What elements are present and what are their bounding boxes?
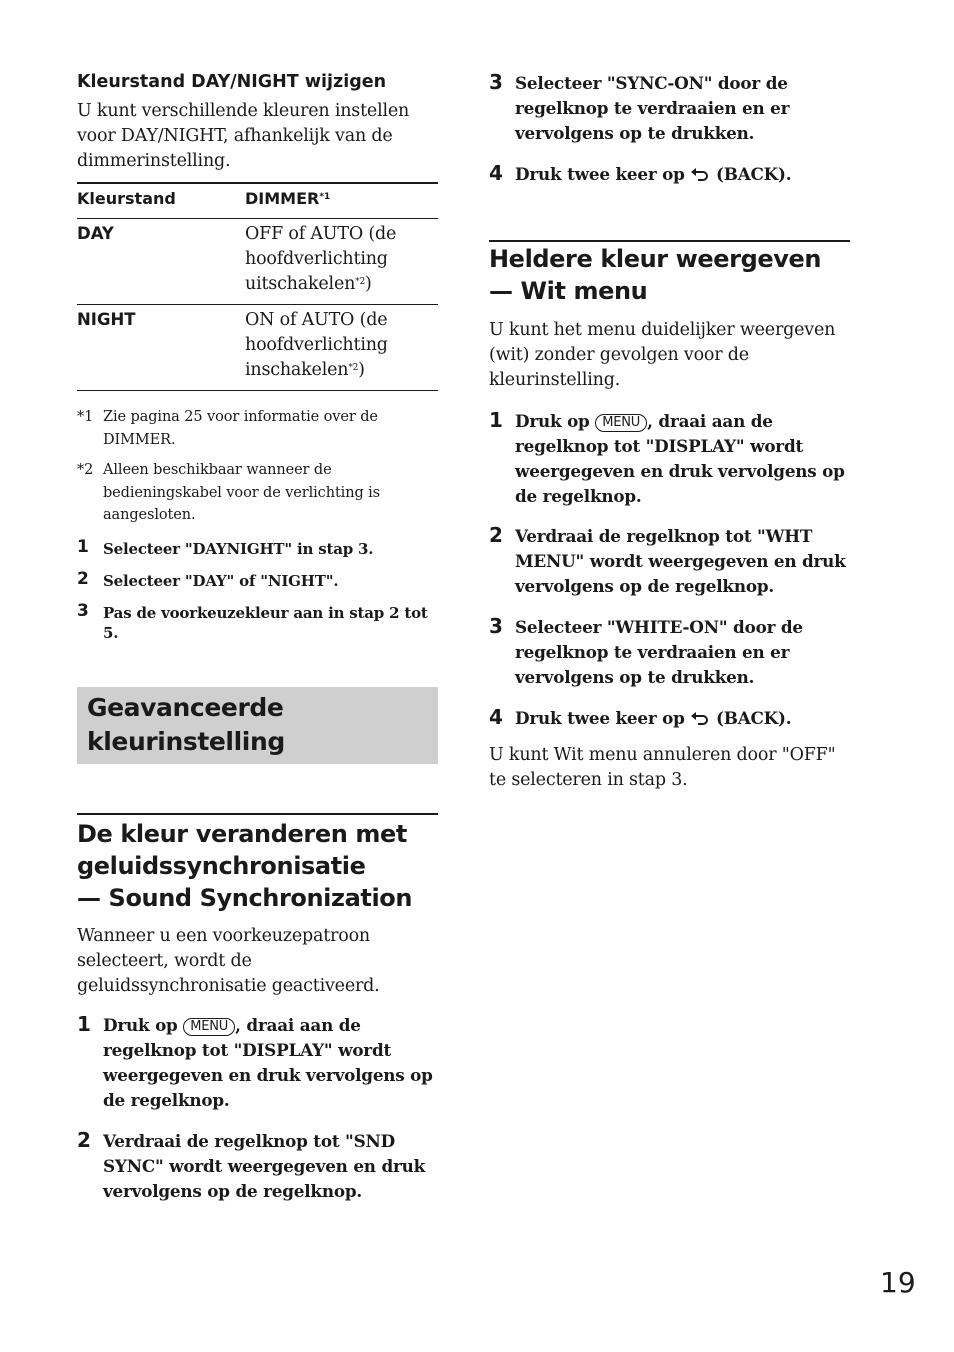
- footnote-mark: *2: [77, 462, 94, 478]
- menu-key: MENU: [183, 1018, 235, 1036]
- step-post: (BACK).: [715, 708, 792, 728]
- step-number: 1: [489, 408, 503, 432]
- table-cell-value: [245, 222, 435, 297]
- step-text: Verdraai de regelknop tot "SND SYNC" wordt weergegeven en druk vervolgens op de regelknop.: [103, 1131, 426, 1201]
- table-cell-mode: DAY: [77, 224, 114, 243]
- heading-line: — Sound Synchronization: [77, 884, 413, 912]
- table-header-mode: Kleurstand: [77, 189, 176, 208]
- table-top-rule: [77, 182, 438, 184]
- table-header-rule: [77, 218, 438, 219]
- step-text: [515, 162, 850, 187]
- heading-line: Heldere kleur weergeven: [489, 245, 822, 273]
- value-text: OFF of AUTO (de hoofdverlichting uitschakelen: [245, 224, 397, 294]
- step-pre: Druk op: [103, 1015, 178, 1035]
- table-cell-mode: NIGHT: [77, 310, 136, 329]
- step-number: 3: [77, 601, 89, 621]
- heading-line: De kleur veranderen met: [77, 820, 407, 848]
- daynight-heading: Kleurstand DAY/NIGHT wijzigen: [77, 72, 387, 92]
- footnote: [77, 406, 438, 451]
- value-note: *2: [348, 363, 359, 373]
- step-number: 2: [77, 569, 89, 589]
- dimmer-header-label: DIMMER: [245, 189, 320, 208]
- section-rule: [489, 240, 850, 242]
- white-menu-intro: U kunt het menu duidelijker weergeven (wit) zonder gevolgen voor de kleurinstelling.: [489, 320, 836, 390]
- step-text: [103, 1013, 438, 1113]
- sound-sync-heading: [77, 818, 438, 914]
- footnote-text: Zie pagina 25 voor informatie over de DIMMER.: [103, 409, 378, 448]
- footnote-text: Alleen beschikbaar wanneer de bedieningskabel voor de verlichting is aangesloten.: [103, 462, 381, 523]
- step-text: Pas de voorkeuzekleur aan in stap 2 tot 5.: [103, 604, 428, 642]
- table-cell-value: [245, 308, 435, 383]
- white-menu-outro: U kunt Wit menu annuleren door "OFF" te selecteren in stap 3.: [489, 745, 836, 790]
- step-pre: Druk twee keer op: [515, 164, 685, 184]
- table-row-rule: [77, 304, 438, 305]
- value-close: ): [365, 274, 372, 294]
- daynight-intro: U kunt verschillende kleuren instellen voor DAY/NIGHT, afhankelijk van de dimmerinstelling.: [77, 101, 410, 171]
- dimmer-header-note: *1: [319, 192, 331, 202]
- value-text: ON of AUTO (de hoofdverlichting inschakelen: [245, 310, 388, 380]
- page-number: 19: [880, 1266, 916, 1299]
- step-post: (BACK).: [715, 164, 792, 184]
- table-bottom-rule: [77, 390, 438, 391]
- step-text: Verdraai de regelknop tot "WHT MENU" wordt weergegeven en druk vervolgens op de regelknop.: [515, 526, 846, 596]
- footnote-mark: *1: [77, 409, 94, 425]
- step-number: 1: [77, 537, 89, 557]
- step-pre: Druk op: [515, 411, 590, 431]
- table-header-dimmer: [245, 189, 330, 208]
- section-rule: [77, 813, 438, 815]
- heading-line: geluidssynchronisatie: [77, 852, 366, 880]
- banner-title: Geavanceerde kleurinstelling: [87, 693, 285, 756]
- step-number: 3: [489, 70, 503, 94]
- step-number: 1: [77, 1012, 91, 1036]
- step-text: [515, 409, 850, 509]
- section-banner: [77, 687, 438, 764]
- step-post: , draai aan de regelknop tot "DISPLAY" wordt weergegeven en druk vervolgens op de regelknop.: [103, 1015, 433, 1110]
- step-post: , draai aan de regelknop tot "DISPLAY" wordt weergegeven en druk vervolgens op de regelknop.: [515, 411, 845, 506]
- step-text: Selecteer "DAY" of "NIGHT".: [103, 572, 339, 590]
- step-number: 2: [77, 1128, 91, 1152]
- back-arrow-icon: [690, 710, 710, 726]
- back-arrow-icon: [690, 166, 710, 182]
- value-close: ): [358, 360, 365, 380]
- step-number: 3: [489, 614, 503, 638]
- step-number: 2: [489, 523, 503, 547]
- step-text: Selecteer "WHITE-ON" door de regelknop te verdraaien en er vervolgens op te drukken.: [515, 617, 803, 687]
- step-pre: Druk twee keer op: [515, 708, 685, 728]
- step-text: [515, 706, 850, 731]
- menu-key: MENU: [595, 414, 647, 432]
- step-number: 4: [489, 161, 503, 185]
- step-number: 4: [489, 705, 503, 729]
- white-menu-heading: [489, 243, 850, 307]
- heading-line: — Wit menu: [489, 277, 648, 305]
- value-note: *2: [355, 277, 365, 287]
- step-text: Selecteer "SYNC-ON" door de regelknop te verdraaien en er vervolgens op te drukken.: [515, 73, 790, 143]
- step-text: Selecteer "DAYNIGHT" in stap 3.: [103, 540, 374, 558]
- sound-sync-intro: Wanneer u een voorkeuzepatroon selecteert, wordt de geluidssynchronisatie geactiveerd.: [77, 926, 380, 996]
- footnote: [77, 459, 438, 527]
